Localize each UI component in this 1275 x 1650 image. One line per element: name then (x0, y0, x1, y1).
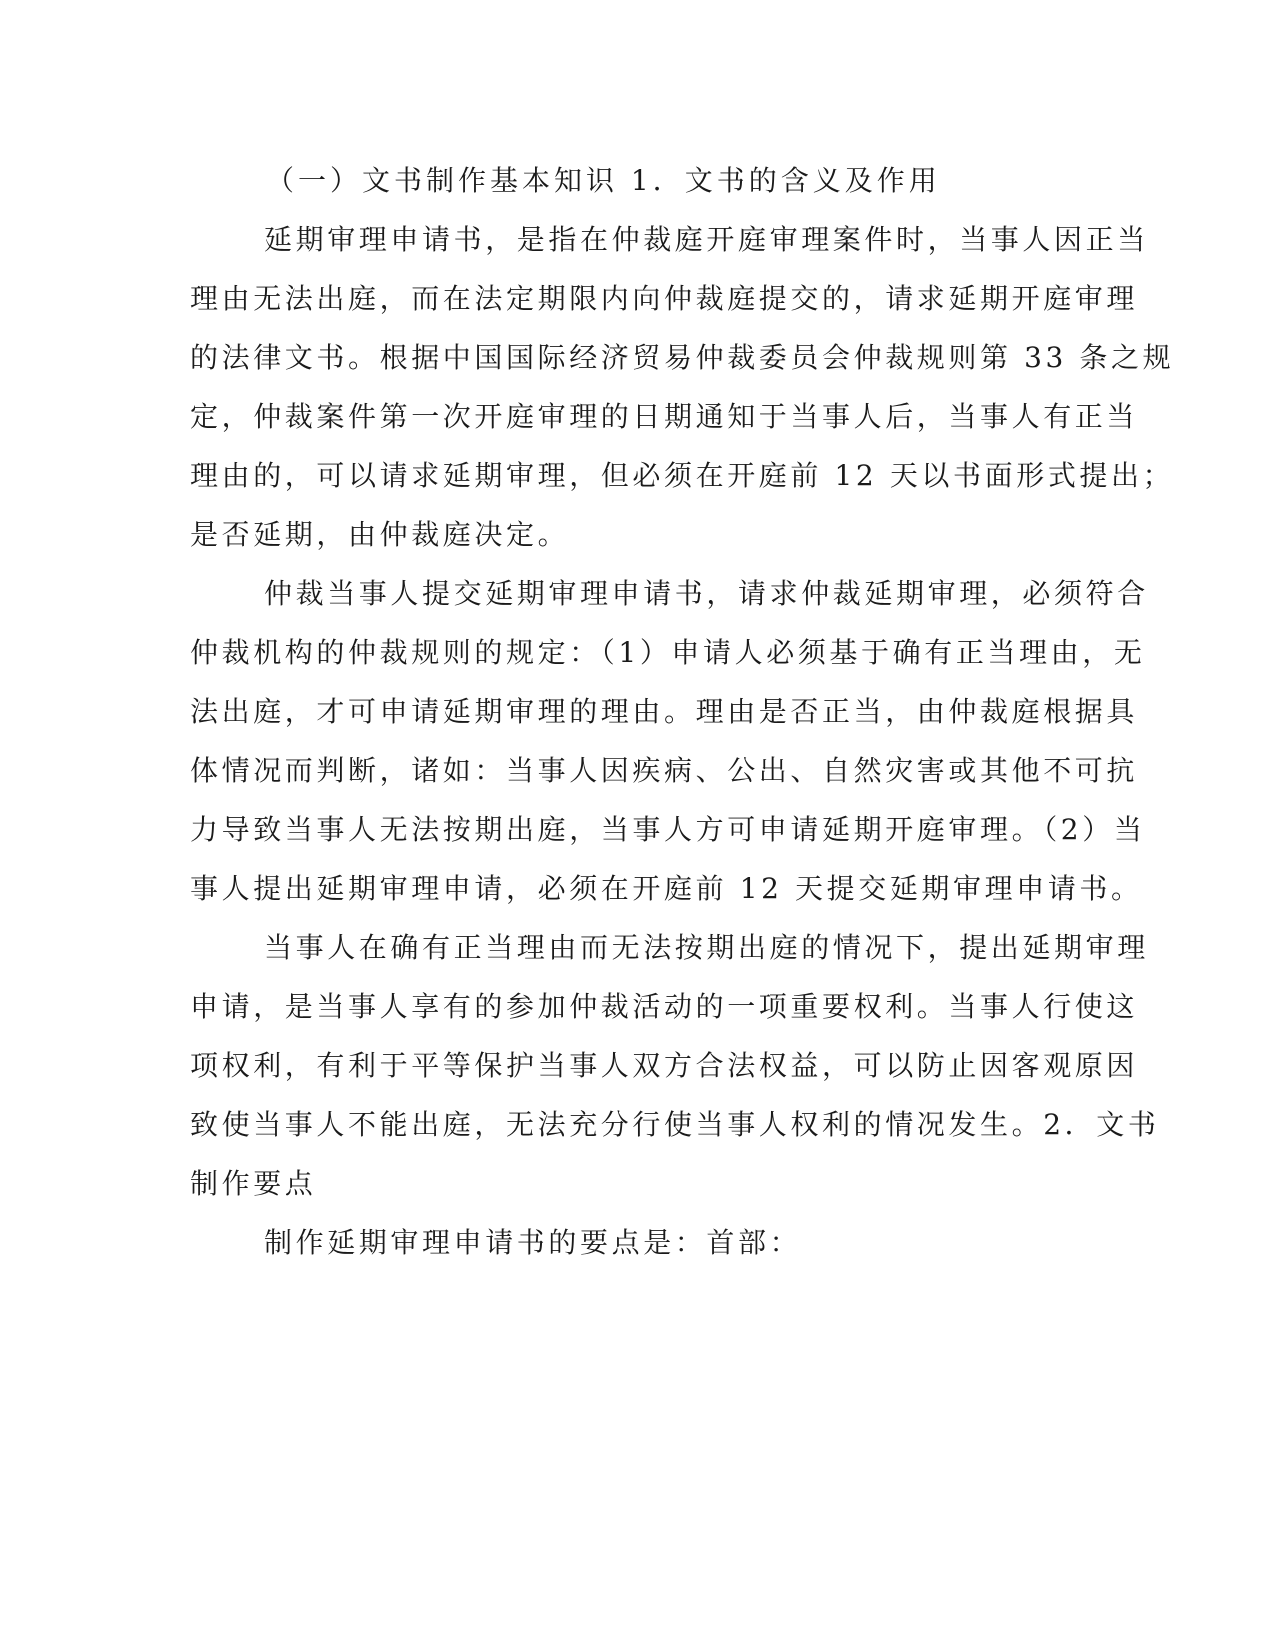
paragraph-3-line-3: 项权利，有利于平等保护当事人双方合法权益，可以防止因客观原因 (190, 1049, 1139, 1082)
paragraph-3-line-2: 申请，是当事人享有的参加仲裁活动的一项重要权利。当事人行使这 (190, 990, 1139, 1023)
paragraph-1-line-3: 的法律文书。根据中国国际经济贸易仲裁委员会仲裁规则第 33 条之规 (190, 341, 1175, 374)
paragraph-2-line-6: 事人提出延期审理申请，必须在开庭前 12 天提交延期审理申请书。 (190, 872, 1143, 905)
section-heading: （一）文书制作基本知识 1．文书的含义及作用 (266, 164, 941, 197)
paragraph-2-line-4: 体情况而判断，诸如：当事人因疾病、公出、自然灾害或其他不可抗 (190, 754, 1139, 787)
paragraph-2-line-3: 法出庭，才可申请延期审理的理由。理由是否正当，由仲裁庭根据具 (190, 695, 1139, 728)
paragraph-2-line-2: 仲裁机构的仲裁规则的规定：（1）申请人必须基于确有正当理由，无 (190, 636, 1146, 669)
paragraph-3-line-5: 制作要点 (190, 1167, 317, 1200)
paragraph-1-line-1: 延期审理申请书，是指在仲裁庭开庭审理案件时，当事人因正当 (264, 223, 1149, 256)
paragraph-3-line-1: 当事人在确有正当理由而无法按期出庭的情况下，提出延期审理 (264, 931, 1149, 964)
paragraph-1-line-5: 理由的，可以请求延期审理，但必须在开庭前 12 天以书面形式提出； (190, 459, 1175, 492)
paragraph-1-line-6: 是否延期，由仲裁庭决定。 (190, 518, 570, 551)
paragraph-1-line-4: 定，仲裁案件第一次开庭审理的日期通知于当事人后，当事人有正当 (190, 400, 1139, 433)
paragraph-1-line-2: 理由无法出庭，而在法定期限内向仲裁庭提交的，请求延期开庭审理 (190, 282, 1139, 315)
paragraph-2-line-1: 仲裁当事人提交延期审理申请书，请求仲裁延期审理，必须符合 (264, 577, 1149, 610)
paragraph-2-line-5: 力导致当事人无法按期出庭，当事人方可申请延期开庭审理。（2）当 (190, 813, 1146, 846)
paragraph-4-line-1: 制作延期审理申请书的要点是：首部： (264, 1226, 802, 1259)
paragraph-3-line-4: 致使当事人不能出庭，无法充分行使当事人权利的情况发生。2．文书 (190, 1108, 1160, 1141)
